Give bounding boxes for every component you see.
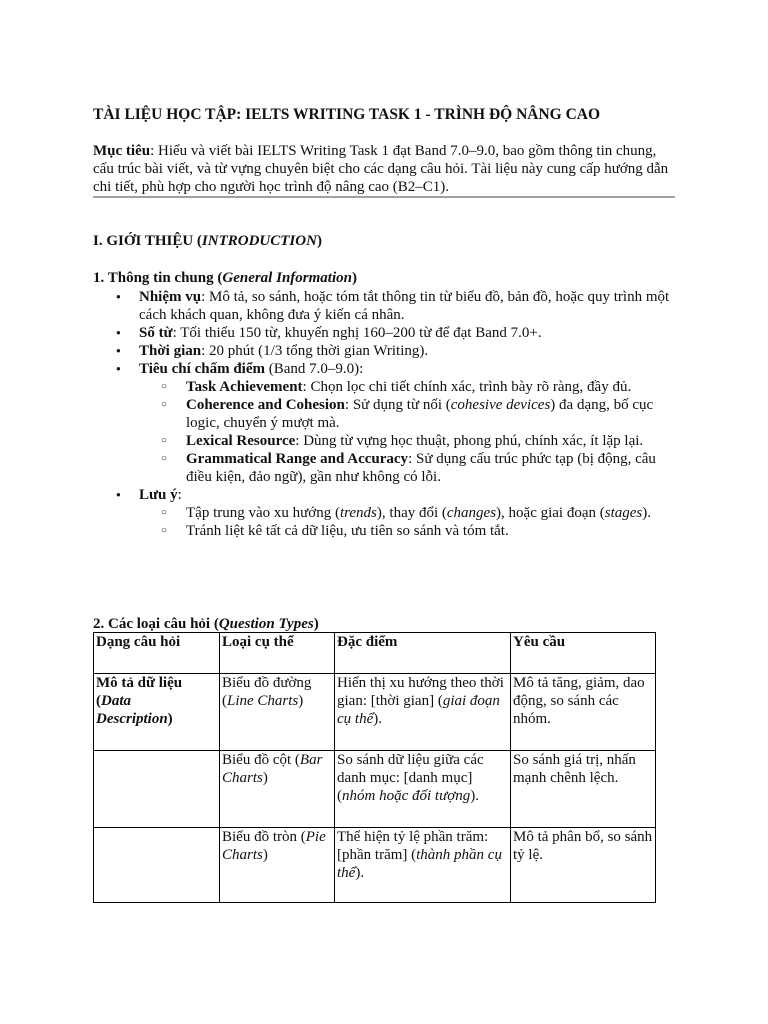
subheading-italic: General Information: [222, 270, 352, 286]
cell-text-italic: Description: [96, 711, 168, 727]
cell-text: ): [298, 693, 304, 709]
list-item-time: [93, 342, 678, 360]
table-row: [94, 828, 656, 903]
criterion-lexical-resource: [139, 432, 678, 450]
time-text: : 20 phút (1/3 tổng thời gian Writing).: [201, 343, 429, 359]
cell-text-italic: nhóm hoặc đối tượng: [342, 788, 471, 804]
table-row: [94, 751, 656, 828]
criterion-label: Lexical Resource: [186, 433, 296, 449]
objective-label: Mục tiêu: [93, 143, 151, 159]
cell-text: (: [407, 847, 417, 863]
note-text: Tránh liệt kê tất cả dữ liệu, ưu tiên so sánh và tóm tắt.: [186, 523, 509, 539]
table-header-row: [94, 633, 656, 674]
list-item-word-count: [93, 324, 678, 342]
note-text: :: [177, 487, 182, 503]
cell-text: ).: [355, 865, 365, 881]
note-italic: stages: [604, 505, 643, 521]
table-cell-type: [94, 674, 220, 751]
note-italic: changes: [446, 505, 497, 521]
note-text: Tập trung vào xu hướng (: [186, 505, 340, 521]
note-avoid-listing: [139, 522, 678, 540]
table-cell-feature: [335, 828, 511, 903]
column-header: Đặc điểm: [335, 633, 511, 674]
table-cell-type: [94, 828, 220, 903]
cell-text: So sánh dữ liệu giữa các danh mục: [danh mục]: [337, 752, 484, 786]
task-label: Nhiệm vụ: [139, 289, 202, 305]
criterion-label: Coherence and Cohesion: [186, 397, 345, 413]
criterion-text: : Sử dụng từ nối (: [344, 397, 451, 413]
column-header: Loại cụ thể: [220, 633, 335, 674]
criterion-text: : Dùng từ vựng học thuật, phong phú, chính xác, ít lặp lại.: [295, 433, 644, 449]
note-label: Lưu ý: [139, 487, 178, 503]
note-text: ).: [642, 505, 652, 521]
note-text: ), hoặc giai đoạn (: [496, 505, 605, 521]
criterion-text-italic: cohesive devices: [450, 397, 551, 413]
criteria-label: Tiêu chí chấm điểm: [139, 361, 265, 377]
time-label: Thời gian: [139, 343, 202, 359]
section-heading-suffix: ): [316, 233, 322, 249]
objective-text: : Hiểu và viết bài IELTS Writing Task 1 đạt Band 7.0–9.0, bao gồm thông tin chung, cấu trúc bài viết, và từ vựng chuyên biệt cho các dạng câu hỏi. Tài liệu này cung cấp hướng dẫn chi tiết, phù hợp cho người học trình độ nâng cao (B2–C1).: [93, 143, 669, 195]
cell-text: ).: [470, 788, 480, 804]
cell-text: (: [294, 752, 300, 768]
criterion-task-achievement: [139, 378, 678, 396]
notes-list: [139, 504, 678, 540]
cell-text-italic: giai đoạn cụ thể: [337, 693, 500, 727]
table-cell-requirement: Mô tả phân bổ, so sánh tỷ lệ.: [511, 828, 656, 903]
criterion-coherence-cohesion: [139, 396, 678, 432]
subheading-prefix: 2. Các loại câu hỏi (: [93, 616, 219, 632]
cell-text-italic: Pie Charts: [222, 829, 326, 863]
list-item-criteria: [93, 360, 678, 486]
note-italic: trends: [339, 505, 377, 521]
cell-text-italic: Data: [101, 693, 131, 709]
section-heading-introduction: [93, 232, 322, 250]
table-row: [94, 674, 656, 751]
subheading-general-information: [93, 269, 357, 287]
subheading-suffix: ): [351, 270, 357, 286]
document-title: TÀI LIỆU HỌC TẬP: IELTS WRITING TASK 1 - TRÌNH ĐỘ NÂNG CAO: [93, 106, 601, 123]
criterion-label: Grammatical Range and Accuracy: [186, 451, 409, 467]
cell-text-italic: Line Charts: [227, 693, 299, 709]
note-text: ), thay đổi (: [376, 505, 447, 521]
table-cell-kind: [220, 751, 335, 828]
cell-text: ).: [373, 711, 382, 727]
cell-text-italic: Bar Charts: [222, 752, 323, 786]
table-cell-kind: [220, 828, 335, 903]
cell-text: (: [300, 829, 306, 845]
section-heading-prefix: I. GIỚI THIỆU (: [93, 233, 202, 249]
cell-text: Thể hiện tỷ lệ phần trăm: [phần trăm]: [337, 829, 489, 863]
column-header: Yêu cầu: [511, 633, 656, 674]
cell-text: Mô tả dữ liệu: [96, 675, 183, 691]
cell-text: (: [337, 788, 342, 804]
criteria-text: (Band 7.0–9.0):: [264, 361, 364, 377]
table-cell-type: [94, 751, 220, 828]
cell-text: Biểu đồ cột: [222, 752, 292, 768]
subheading-suffix: ): [313, 616, 319, 632]
list-item-notes: [93, 486, 678, 540]
cell-text: Hiển thị xu hướng theo thời gian: [thời gian]: [337, 675, 504, 709]
cell-text: ): [167, 711, 173, 727]
section-heading-italic: INTRODUCTION: [201, 233, 317, 249]
cell-text-italic: thành phần cụ thể: [337, 847, 502, 881]
subheading-prefix: 1. Thông tin chung (: [93, 270, 223, 286]
subheading-italic: Question Types: [218, 616, 314, 632]
objective-paragraph: [93, 142, 678, 196]
criteria-list: [139, 378, 678, 486]
word-count-label: Số từ: [139, 325, 173, 341]
table-cell-kind: [220, 674, 335, 751]
note-trends: [139, 504, 678, 522]
cell-text: (: [222, 693, 227, 709]
criterion-text: : Chọn lọc chi tiết chính xác, trình bày rõ ràng, đầy đủ.: [302, 379, 632, 395]
table-cell-requirement: Mô tả tăng, giảm, dao động, so sánh các nhóm.: [511, 674, 656, 751]
column-header: Dạng câu hỏi: [94, 633, 220, 674]
word-count-text: : Tối thiểu 150 từ, khuyến nghị 160–200 từ để đạt Band 7.0+.: [172, 325, 542, 341]
horizontal-rule: [93, 196, 675, 198]
criterion-label: Task Achievement: [186, 379, 303, 395]
question-types-table: [93, 632, 656, 903]
criterion-text: : Sử dụng cấu trúc phức tạp (bị động, câu điều kiện, đảo ngữ), gần như không có lỗi.: [186, 451, 656, 485]
table-cell-feature: [335, 751, 511, 828]
task-text: : Mô tả, so sánh, hoặc tóm tắt thông tin từ biểu đồ, bản đồ, hoặc quy trình một cách khách quan, không đưa ý kiến cá nhân.: [139, 289, 670, 323]
criterion-grammatical-range: [139, 450, 678, 486]
list-item-task: [93, 288, 678, 324]
cell-text: Biểu đồ tròn: [222, 829, 297, 845]
general-info-list: [93, 288, 678, 540]
criterion-text: ) đa dạng, bố cục logic, chuyển ý mượt mà.: [186, 397, 654, 431]
table-cell-feature: [335, 674, 511, 751]
table-cell-requirement: So sánh giá trị, nhấn mạnh chênh lệch.: [511, 751, 656, 828]
cell-text: (: [96, 693, 101, 709]
cell-text: (: [437, 693, 443, 709]
cell-text: ): [262, 847, 268, 863]
cell-text: Biểu đồ đường: [222, 675, 312, 691]
subheading-question-types: [93, 615, 319, 633]
cell-text: ): [262, 770, 268, 786]
